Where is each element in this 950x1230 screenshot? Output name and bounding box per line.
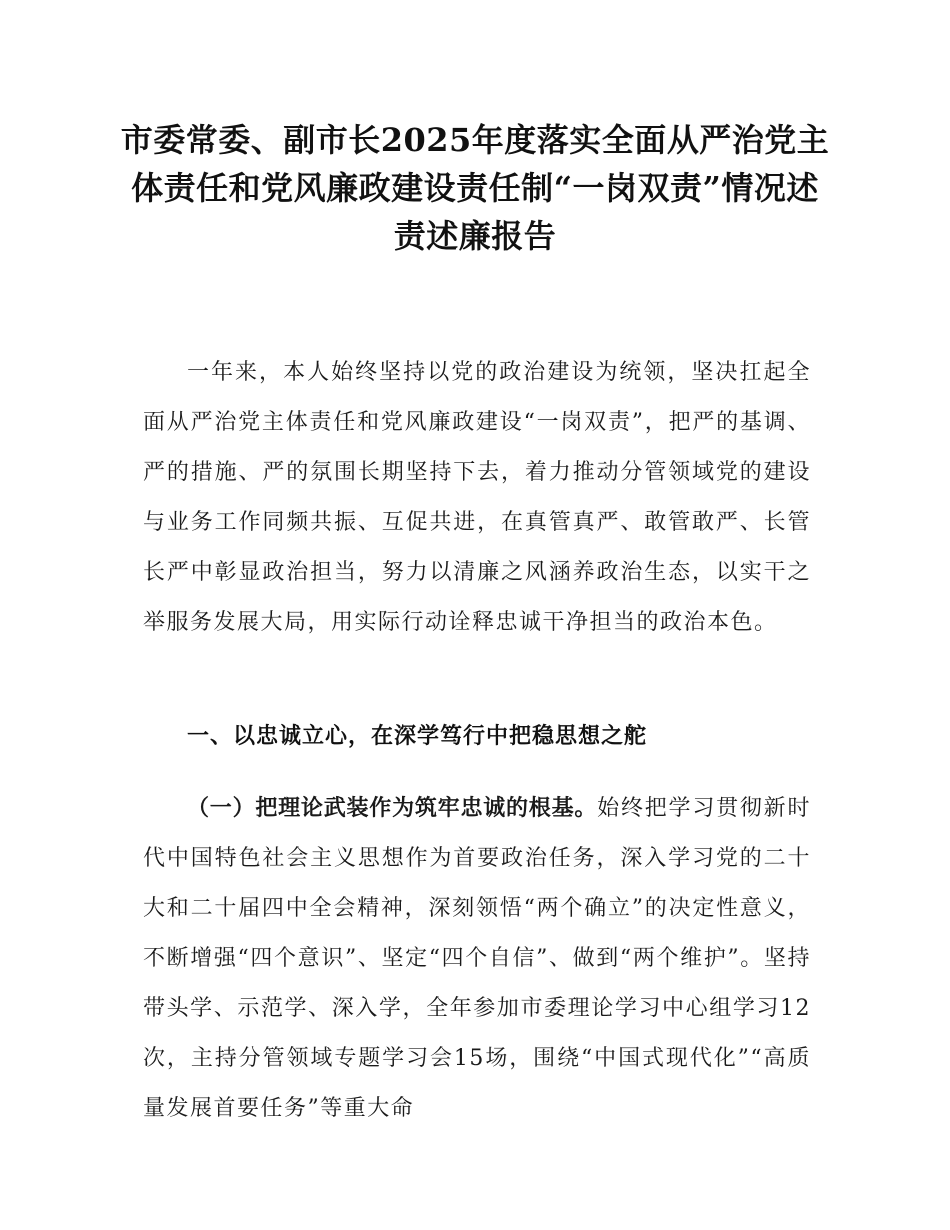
subsection-lead: （一）把理论武装作为筑牢忠诚的根基。 [187, 796, 598, 821]
subsection-body: 始终把学习贯彻新时代中国特色社会主义思想作为首要政治任务，深入学习党的二十大和二十届四中全会精神，深刻领悟“两个确立”的决定性意义，不断增强“四个意识”、坚定“四个自信”、做到“两个维护”。坚持带头学、示范学、深入学，全年参加市委理论学习中心组学习12次，主持分管领域专题学习会15场，围绕“中国式现代化”“高质量发展首要任务”等重大命 [143, 796, 811, 1121]
section-heading: 一、以忠诚立心，在深学笃行中把稳思想之舵 [187, 724, 648, 749]
document-title: 市委常委、副市长2025年度落实全面从严治党主体责任和党风廉政建设责任制“一岗双责”情况述责述廉报告 [120, 121, 830, 255]
subsection-paragraph [143, 784, 811, 1134]
intro-paragraph: 一年来，本人始终坚持以党的政治建设为统领，坚决扛起全面从严治党主体责任和党风廉政建设“一岗双责”，把严的基调、严的措施、严的氛围长期坚持下去，着力推动分管领域党的建设与业务工作同频共振、互促共进，在真管真严、敢管敢严、长管长严中彰显政治担当，努力以清廉之风涵养政治生态，以实干之举服务发展大局，用实际行动诠释忠诚干净担当的政治本色。 [143, 360, 811, 635]
